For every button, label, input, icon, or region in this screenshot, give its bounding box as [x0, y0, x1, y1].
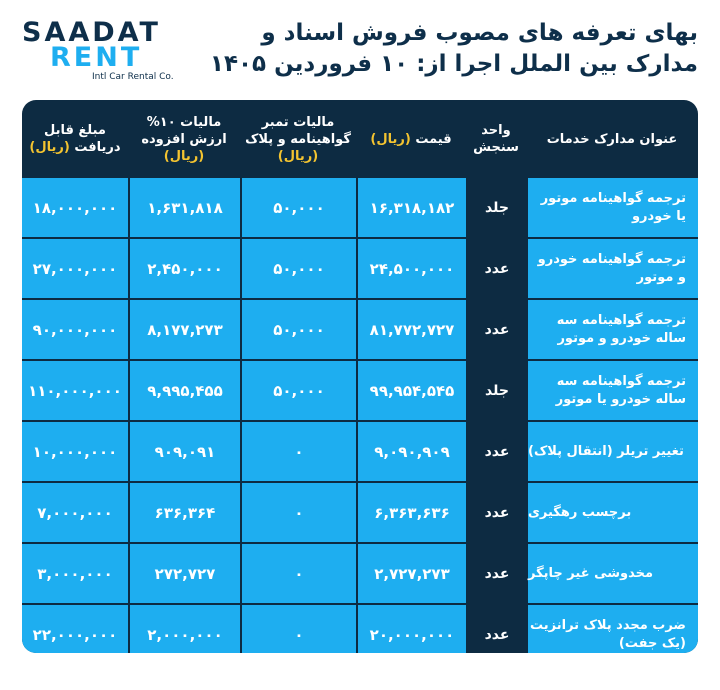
- table-cell-stamp: ۰: [242, 605, 356, 653]
- column-header-label: عنوان مدارک خدمات: [546, 131, 678, 147]
- table-cell-title: برچسب رهگیری: [528, 483, 698, 542]
- table-cell-unit: عدد: [468, 605, 526, 653]
- table-row: [22, 483, 698, 542]
- column-header: [356, 100, 466, 178]
- table-cell-price: ۱۶,۳۱۸,۱۸۲: [358, 178, 466, 237]
- table-cell-price: ۸۱,۷۷۲,۷۲۷: [358, 300, 466, 359]
- table-row: [22, 178, 698, 237]
- table-cell-unit: عدد: [468, 483, 526, 542]
- table-cell-vat: ۲۷۲,۷۲۷: [130, 544, 240, 603]
- table-cell-title: ترجمه گواهینامه سه ساله خودرو یا موتور: [528, 361, 698, 420]
- table-cell-price: ۲,۷۲۷,۲۷۳: [358, 544, 466, 603]
- table-cell-vat: ۲,۴۵۰,۰۰۰: [130, 239, 240, 298]
- column-header-label: مبلغ قابل دریافت: [44, 123, 121, 155]
- page-title-line1: بهای تعرفه های مصوب فروش اسناد و: [261, 20, 698, 46]
- logo-text-bottom: RENT: [50, 42, 143, 73]
- tariff-table: [22, 100, 698, 653]
- table-cell-vat: ۲,۰۰۰,۰۰۰: [130, 605, 240, 653]
- page-title: [178, 18, 698, 80]
- table-cell-vat: ۶۳۶,۳۶۴: [130, 483, 240, 542]
- table-cell-price: ۲۰,۰۰۰,۰۰۰: [358, 605, 466, 653]
- table-cell-total: ۲۷,۰۰۰,۰۰۰: [22, 239, 128, 298]
- table-row: [22, 300, 698, 359]
- table-cell-unit: جلد: [468, 178, 526, 237]
- table-row: [22, 239, 698, 298]
- table-cell-stamp: ۰: [242, 483, 356, 542]
- table-cell-title: ترجمه گواهینامه خودرو و موتور: [528, 239, 698, 298]
- table-cell-total: ۱۱۰,۰۰۰,۰۰۰: [22, 361, 128, 420]
- table-cell-vat: ۸,۱۷۷,۲۷۳: [130, 300, 240, 359]
- table-cell-unit: عدد: [468, 422, 526, 481]
- logo-text-top: SAADAT: [22, 17, 161, 48]
- table-cell-price: ۹۹,۹۵۴,۵۴۵: [358, 361, 466, 420]
- table-cell-vat: ۱,۶۳۱,۸۱۸: [130, 178, 240, 237]
- table-row: [22, 605, 698, 653]
- table-cell-stamp: ۵۰,۰۰۰: [242, 300, 356, 359]
- column-header: [526, 100, 698, 178]
- column-header-unit: (ریال): [163, 148, 205, 164]
- table-cell-stamp: ۰: [242, 422, 356, 481]
- table-cell-title: تغییر تریلر (انتقال پلاک): [528, 422, 698, 481]
- table-row: [22, 361, 698, 420]
- column-header-label: واحد سنجش: [473, 123, 519, 155]
- table-cell-total: ۹۰,۰۰۰,۰۰۰: [22, 300, 128, 359]
- table-cell-title: مخدوشی غیر چاپگر: [528, 544, 698, 603]
- table-cell-price: ۹,۰۹۰,۹۰۹: [358, 422, 466, 481]
- column-header-label: قیمت: [415, 131, 452, 147]
- page-title-line2: مدارک بین الملل اجرا از: ۱۰ فروردین ۱۴۰۵: [209, 51, 698, 77]
- table-cell-unit: عدد: [468, 239, 526, 298]
- table-cell-vat: ۹۰۹,۰۹۱: [130, 422, 240, 481]
- table-cell-vat: ۹,۹۹۵,۴۵۵: [130, 361, 240, 420]
- table-cell-title: ترجمه گواهینامه موتور یا خودرو: [528, 178, 698, 237]
- table-cell-total: ۳,۰۰۰,۰۰۰: [22, 544, 128, 603]
- table-cell-title: ضرب مجدد پلاک ترانزیت (یک جفت): [528, 605, 698, 653]
- table-cell-stamp: ۵۰,۰۰۰: [242, 178, 356, 237]
- table-cell-stamp: ۵۰,۰۰۰: [242, 239, 356, 298]
- column-header: [22, 100, 128, 178]
- table-cell-stamp: ۵۰,۰۰۰: [242, 361, 356, 420]
- column-header-label: مالیات ۱۰% ارزش افزوده: [141, 114, 227, 147]
- table-row: [22, 544, 698, 603]
- table-cell-price: ۲۴,۵۰۰,۰۰۰: [358, 239, 466, 298]
- table-cell-price: ۶,۳۶۳,۶۳۶: [358, 483, 466, 542]
- table-cell-unit: عدد: [468, 300, 526, 359]
- table-header: [22, 100, 698, 178]
- column-header: [240, 100, 356, 178]
- column-header-unit: (ریال): [277, 148, 319, 164]
- column-header: [466, 100, 526, 178]
- table-cell-unit: جلد: [468, 361, 526, 420]
- company-logo: [22, 17, 182, 90]
- table-cell-total: ۱۸,۰۰۰,۰۰۰: [22, 178, 128, 237]
- table-cell-total: ۱۰,۰۰۰,۰۰۰: [22, 422, 128, 481]
- table-cell-total: ۷,۰۰۰,۰۰۰: [22, 483, 128, 542]
- logo-subtitle: Intl Car Rental Co.: [92, 72, 174, 82]
- table-cell-total: ۲۲,۰۰۰,۰۰۰: [22, 605, 128, 653]
- table-cell-stamp: ۰: [242, 544, 356, 603]
- column-header-unit: (ریال): [29, 140, 70, 155]
- column-header: [128, 100, 240, 178]
- column-header-unit: (ریال): [370, 131, 411, 147]
- table-row: [22, 422, 698, 481]
- table-cell-unit: عدد: [468, 544, 526, 603]
- column-header-label: مالیات تمبر گواهینامه و پلاک: [245, 114, 351, 147]
- table-cell-title: ترجمه گواهینامه سه ساله خودرو و موتور: [528, 300, 698, 359]
